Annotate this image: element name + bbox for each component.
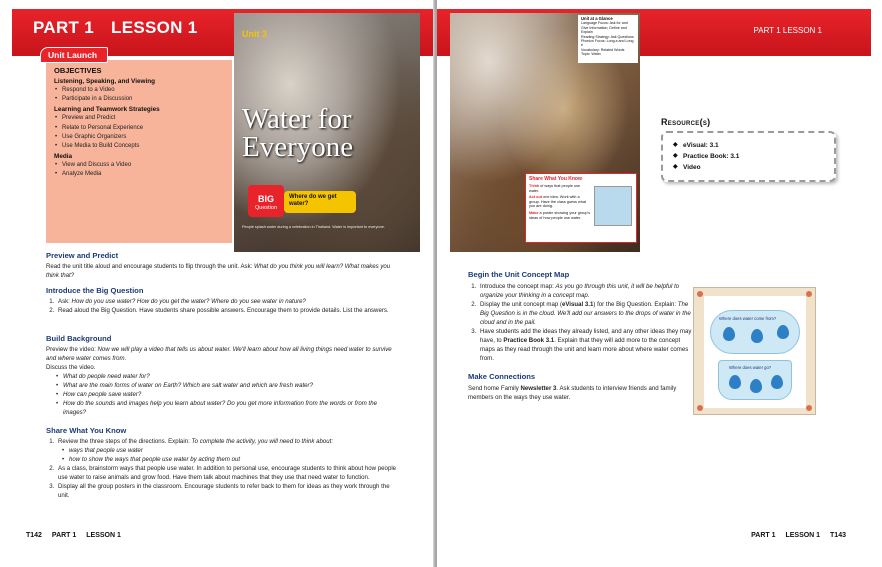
glance-line: Phonics Focus: Long a and Long e <box>581 39 634 48</box>
text-span: Have students add the ideas they already listed, and any other ideas they may have, to <box>480 328 692 344</box>
footer-part: PART 1 <box>751 532 776 539</box>
concept-map-sheet <box>704 296 806 408</box>
pail-label: Where does water go? <box>729 365 772 370</box>
cover-title-line: Water for <box>242 103 352 135</box>
text-italic: How do you use water? How do you get the water? Where do you see water in nature? <box>71 298 306 305</box>
text-span: Display the unit concept map ( <box>480 301 562 308</box>
swyk-text: of ways that people use water. <box>529 184 581 193</box>
page-header <box>33 18 210 38</box>
swyk-text: a poster showing your group's ideas of how people use water. <box>529 210 591 220</box>
connections-section <box>468 372 694 402</box>
page-number: T142 <box>26 532 42 539</box>
glance-line: Vocabulary: Related Words <box>581 47 625 52</box>
footer-lesson: LESSON 1 <box>785 532 821 539</box>
objective-group-heading: Learning and Teamwork Strategies <box>54 106 160 114</box>
glance-title: Unit at a Glance <box>581 16 613 21</box>
list-item: • how to show the ways that people use water by acting them out <box>62 455 398 464</box>
text-span: Ask: <box>58 298 72 305</box>
water-drop-icon <box>777 325 789 339</box>
water-drop-icon <box>723 327 735 341</box>
big-question-text: Where do we get water? <box>284 191 356 213</box>
cover-caption: People splash water during a celebration in Thailand. Water is important to everyone. <box>242 225 385 229</box>
section-heading: Share What You Know <box>46 426 127 435</box>
left-page <box>0 0 435 567</box>
list-item: • ways that people use water <box>62 446 398 455</box>
resources-panel <box>661 117 836 182</box>
text-italic: The Big Question is in the cloud. We'll add our answers to the drops of water in the cloud and in the pail. <box>480 301 691 326</box>
list-item: 2. Read aloud the Big Question. Have students share possible answers. Encourage them to provide details. List the answers. <box>56 306 398 315</box>
objective-group-heading: Listening, Speaking, and Viewing <box>54 78 156 85</box>
list-item: • How can people save water? <box>56 390 398 399</box>
preview-section <box>46 251 396 280</box>
text-italic: As you go through this unit, it will be helpful to organize your thinking in a concept map. <box>480 283 680 299</box>
build-background-section <box>46 334 398 417</box>
objective-group-heading: Media <box>54 153 73 161</box>
list-item: • What do people need water for? <box>56 372 398 381</box>
unit-opener-photo <box>450 13 640 252</box>
text-bold: Practice Book 3.1 <box>503 337 555 344</box>
swyk-illustration <box>594 186 632 226</box>
question-label: Question <box>254 205 277 211</box>
cover-title <box>242 105 353 161</box>
objective-item: • Relate to Personal Experience <box>54 124 224 133</box>
resource-item[interactable]: ◆ Practice Book: 3.1 <box>673 151 824 162</box>
text-span: Review the three steps of the directions. Explain: <box>58 438 192 445</box>
swyk-heading: Share What You Know <box>529 176 582 182</box>
section-text <box>46 262 396 280</box>
page-footer <box>743 532 846 539</box>
water-drop-icon <box>771 375 783 389</box>
text-span: . Explain that they will add more to the concept maps as they read through the unit and learn more about where water comes from. <box>480 337 689 362</box>
cloud-label: Where does water come from? <box>719 316 777 321</box>
swyk-item <box>529 195 591 209</box>
part-label: PART 1 <box>33 18 94 37</box>
swyk-bold: Act out <box>529 195 543 200</box>
section-text <box>46 345 398 363</box>
objective-item: • Analyze Media <box>54 170 224 179</box>
pin-icon <box>697 405 703 411</box>
swyk-text: one idea. Work with a group. Have the class guess what you are doing. <box>529 195 586 209</box>
section-heading: Begin the Unit Concept Map <box>468 270 570 279</box>
list-item: 2. As a class, brainstorm ways that people use water. In addition to personal use, encourage students to think about how people use water to raise animals and grow food. Have them talk about machines that they use that need water to function. <box>56 464 398 482</box>
section-heading: Make Connections <box>468 372 536 381</box>
swyk-item <box>529 184 591 193</box>
resources-list <box>661 131 836 182</box>
big-question-section <box>46 286 398 315</box>
pin-icon <box>697 291 703 297</box>
text-span: Send home Family <box>468 385 521 392</box>
footer-lesson: LESSON 1 <box>86 532 121 539</box>
text-span: Read the unit title aloud and encourage students to flip through the unit. Ask: <box>46 263 255 270</box>
objective-item: • Respond to a Video <box>54 86 224 95</box>
objectives-box <box>46 60 232 243</box>
page-footer <box>26 532 129 539</box>
list-item <box>478 282 694 300</box>
section-text: Discuss the video. <box>46 364 96 371</box>
text-bold: eVisual 3.1 <box>561 301 594 308</box>
text-span: ) for the Big Question. Explain: <box>593 301 678 308</box>
share-section <box>46 426 398 500</box>
resources-heading: Resource(s) <box>661 117 711 127</box>
pin-icon <box>806 405 812 411</box>
big-label: BIG <box>257 194 274 204</box>
list-item: • What are the main forms of water on Earth? Which are salt water and which are fresh water? <box>56 381 398 390</box>
objective-item: • Use Graphic Organizers <box>54 133 224 142</box>
concept-map-visual <box>693 287 816 415</box>
objective-item: • Preview and Predict <box>54 114 224 123</box>
page-header: PART 1 LESSON 1 <box>753 26 822 35</box>
resource-item[interactable]: ◆ Video <box>673 162 824 173</box>
big-question-badge <box>248 185 358 217</box>
page-number: T143 <box>830 532 846 539</box>
resource-item[interactable]: ◆ eVisual: 3.1 <box>673 140 824 151</box>
section-heading: Preview and Predict <box>46 251 119 260</box>
list-item <box>478 300 694 327</box>
pail-shape <box>718 360 792 400</box>
water-drop-icon <box>751 329 763 343</box>
section-text <box>468 384 694 402</box>
section-heading: Build Background <box>46 334 112 343</box>
objective-item: • Use Media to Build Concepts <box>54 142 224 151</box>
big-question-icon <box>248 185 284 217</box>
glance-line: Language Focus: Ask for and Give Information; Define and Explain <box>581 21 628 35</box>
section-heading: Introduce the Big Question <box>46 286 144 295</box>
text-italic: What do you think you will learn? What makes you think that? <box>46 263 391 279</box>
glance-line: Topic: Water <box>581 52 601 57</box>
text-italic: To complete the activity, you will need to think about: <box>191 438 334 445</box>
list-item: • How do the sounds and images help you learn about water? Do you get more information from the words or from the images? <box>56 399 398 417</box>
text-italic: Now we will play a video that tells us about water. We'll learn about how all living things need water to survive and where water comes from. <box>46 346 392 362</box>
concept-map-section <box>468 270 694 363</box>
text-span: Introduce the concept map: <box>480 283 556 290</box>
swyk-item <box>529 211 591 220</box>
objective-item: • Participate in a Discussion <box>54 95 224 104</box>
list-item <box>478 327 694 363</box>
unit-cover-image <box>234 13 420 252</box>
glance-line: Reading Strategy: Ask Questions <box>581 34 634 39</box>
cover-title-line: Everyone <box>242 131 354 163</box>
list-item <box>56 437 398 464</box>
cloud-shape <box>710 310 800 354</box>
swyk-bold: Make <box>529 210 539 215</box>
list-item: 3. Display all the group posters in the classroom. Encourage students to refer back to them for ideas as they work through the unit. <box>56 482 398 500</box>
share-what-you-know-box <box>525 173 637 243</box>
unit-at-a-glance <box>578 15 638 63</box>
swyk-bold: Think <box>529 184 540 188</box>
objectives-title: OBJECTIVES <box>54 66 102 75</box>
unit-launch-tab: Unit Launch <box>40 47 108 63</box>
objective-item: • View and Discuss a Video <box>54 161 224 170</box>
water-drop-icon <box>750 379 762 393</box>
text-bold: Newsletter 3 <box>520 385 557 392</box>
text-span: . Ask students to interview friends and family members on the ways they use water. <box>468 385 677 401</box>
cover-unit-label: Unit 3 <box>242 29 268 39</box>
text-span: Preview the video: <box>46 346 98 353</box>
footer-part: PART 1 <box>51 532 77 539</box>
list-item <box>56 297 398 306</box>
right-page <box>437 0 882 567</box>
pin-icon <box>806 291 812 297</box>
water-drop-icon <box>729 375 741 389</box>
lesson-label: LESSON 1 <box>111 18 198 37</box>
